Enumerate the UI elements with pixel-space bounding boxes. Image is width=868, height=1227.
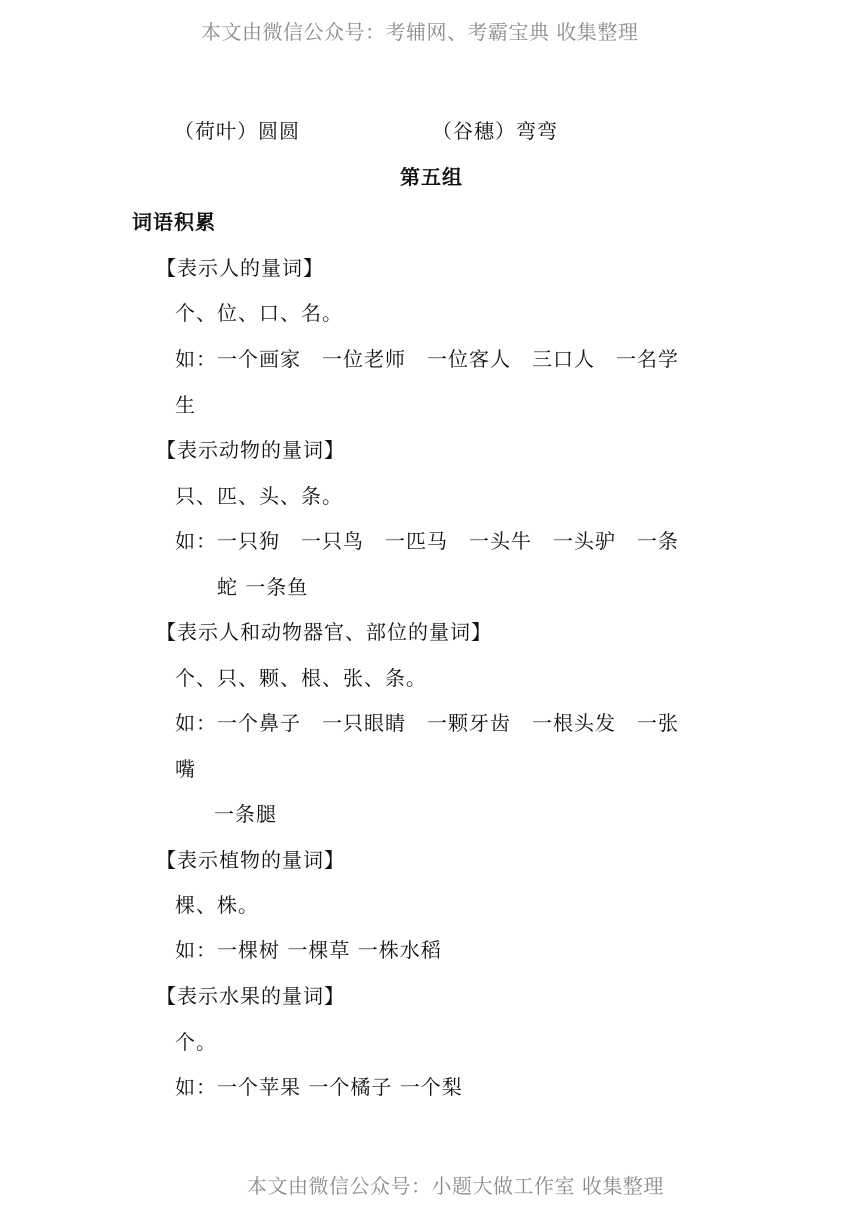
category-examples-fruits: 如：一个苹果 一个橘子 一个梨 xyxy=(175,1075,463,1099)
category-examples-animals: 如：一只狗 一只鸟 一匹马 一头牛 一头驴 一条 xyxy=(175,529,679,553)
header-watermark: 本文由微信公众号：考辅网、考霸宝典 收集整理 xyxy=(201,20,639,44)
category-words-organs: 个、只、颗、根、张、条。 xyxy=(175,666,427,690)
category-examples-organs-cont: 嘴 xyxy=(175,757,196,781)
category-examples-organs-cont2: 一条腿 xyxy=(214,802,277,826)
category-examples-plants: 如：一棵树 一棵草 一株水稻 xyxy=(175,938,442,962)
category-examples-organs: 如：一个鼻子 一只眼睛 一颗牙齿 一根头发 一张 xyxy=(175,711,679,735)
carryover-pair-2: （谷穗）弯弯 xyxy=(432,119,558,143)
category-words-fruits: 个。 xyxy=(175,1030,217,1054)
footer-watermark: 本文由微信公众号：小题大做工作室 收集整理 xyxy=(247,1174,664,1198)
category-heading-plants: 【表示植物的量词】 xyxy=(156,848,345,872)
category-examples-people-cont: 生 xyxy=(175,393,196,417)
category-heading-fruits: 【表示水果的量词】 xyxy=(156,984,345,1008)
category-words-plants: 棵、株。 xyxy=(175,893,259,917)
category-words-people: 个、位、口、名。 xyxy=(175,301,343,325)
category-heading-people: 【表示人的量词】 xyxy=(156,256,324,280)
category-examples-people: 如：一个画家 一位老师 一位客人 三口人 一名学 xyxy=(175,347,679,371)
carryover-pair-1: （荷叶）圆圆 xyxy=(174,119,300,143)
group-title: 第五组 xyxy=(400,165,463,189)
category-heading-animals: 【表示动物的量词】 xyxy=(156,438,345,462)
category-words-animals: 只、匹、头、条。 xyxy=(175,484,343,508)
category-examples-animals-cont: 蛇 一条鱼 xyxy=(217,575,309,599)
category-heading-organs: 【表示人和动物器官、部位的量词】 xyxy=(156,620,492,644)
section-title: 词语积累 xyxy=(132,210,216,234)
